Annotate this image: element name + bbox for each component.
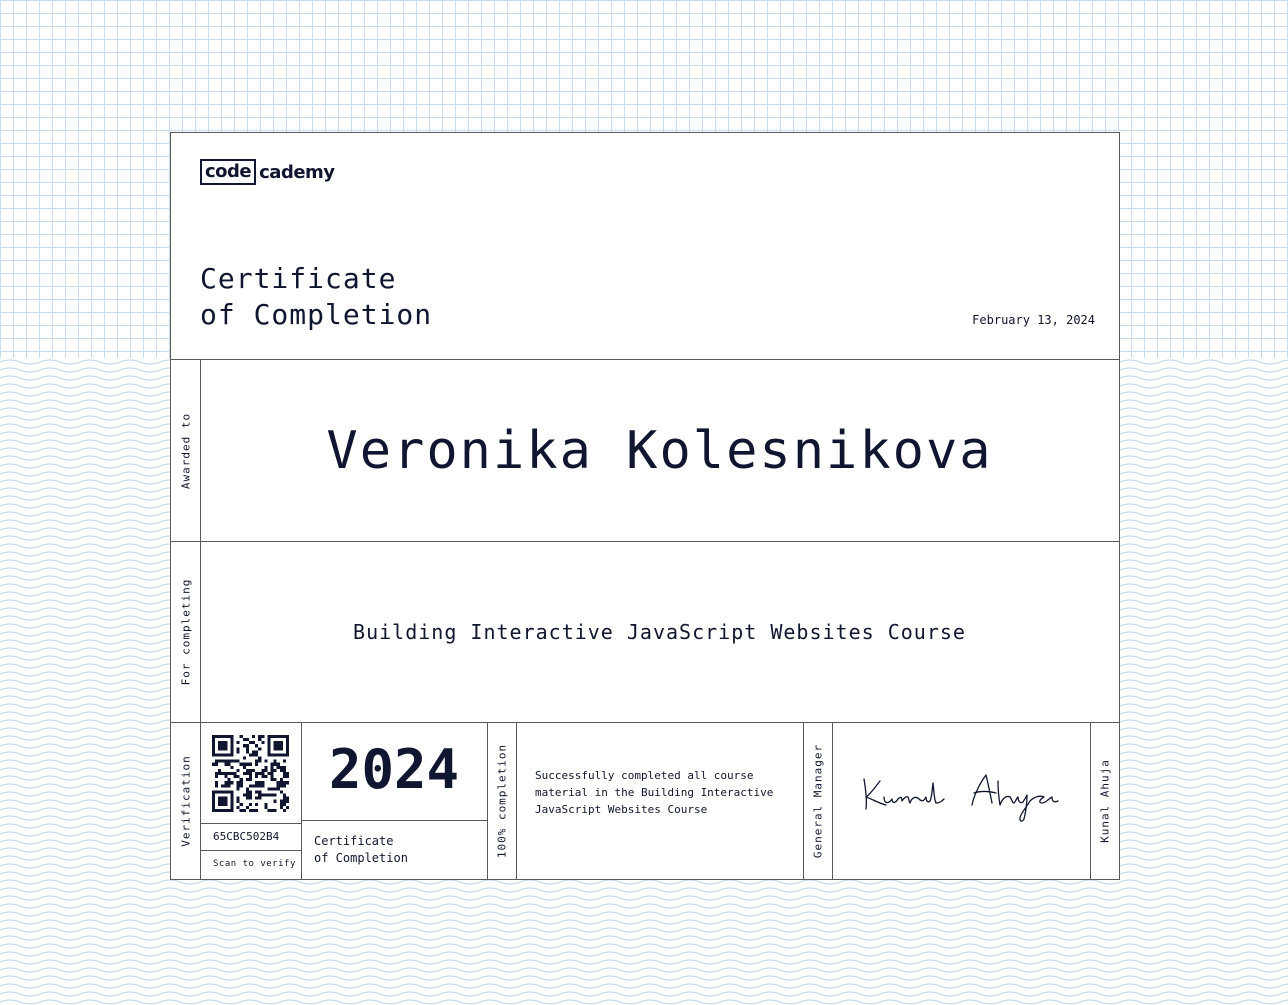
recipient-row (171, 360, 1119, 542)
issue-date: February 13, 2024 (972, 313, 1095, 327)
general-manager-label: General Manager (811, 743, 824, 859)
year-cert-line-2: of Completion (314, 851, 408, 865)
for-completing-label: For completing (179, 578, 192, 686)
awarded-to-side (171, 360, 201, 541)
for-completing-side (171, 542, 201, 722)
certificate-title (200, 261, 432, 333)
signer-name-label: Kunal Ahuja (1098, 759, 1111, 843)
signature-cell (832, 723, 1091, 879)
completion-cell (487, 723, 517, 879)
certificate-header (171, 133, 1119, 360)
verification-cell (171, 723, 201, 879)
verification-code: 65CBC502B4 (200, 823, 301, 851)
course-row (171, 542, 1119, 723)
certificate-footer (171, 723, 1119, 879)
year-cert-text (314, 833, 408, 867)
logo-text: cademy (259, 161, 335, 183)
title-line-2: of Completion (200, 298, 433, 331)
year-cert-box (301, 820, 487, 880)
qr-cell (200, 723, 302, 879)
signer-name-cell (1090, 723, 1119, 879)
general-manager-cell (803, 723, 833, 879)
qr-code-icon[interactable] (212, 735, 289, 812)
year-cert-line-1: Certificate (314, 834, 394, 848)
description-cell (516, 723, 804, 879)
course-name: Building Interactive JavaScript Websites Course (353, 620, 966, 644)
recipient-name: Veronika Kolesnikova (326, 420, 993, 481)
completion-description: Successfully completed all course material in the Building Interactive JavaScript Websites Course (535, 769, 774, 816)
logo-boxed-text: code (200, 159, 256, 185)
title-line-1: Certificate (200, 262, 397, 295)
codecademy-logo (200, 159, 335, 185)
certificate (170, 132, 1120, 880)
completion-label: 100% completion (495, 743, 508, 859)
year: 2024 (328, 738, 460, 801)
signature-image (858, 771, 1064, 823)
awarded-to-label: Awarded to (179, 412, 192, 489)
scan-to-verify: Scan to verify (213, 859, 296, 869)
year-cell (301, 723, 488, 879)
verification-label: Verification (179, 755, 192, 847)
